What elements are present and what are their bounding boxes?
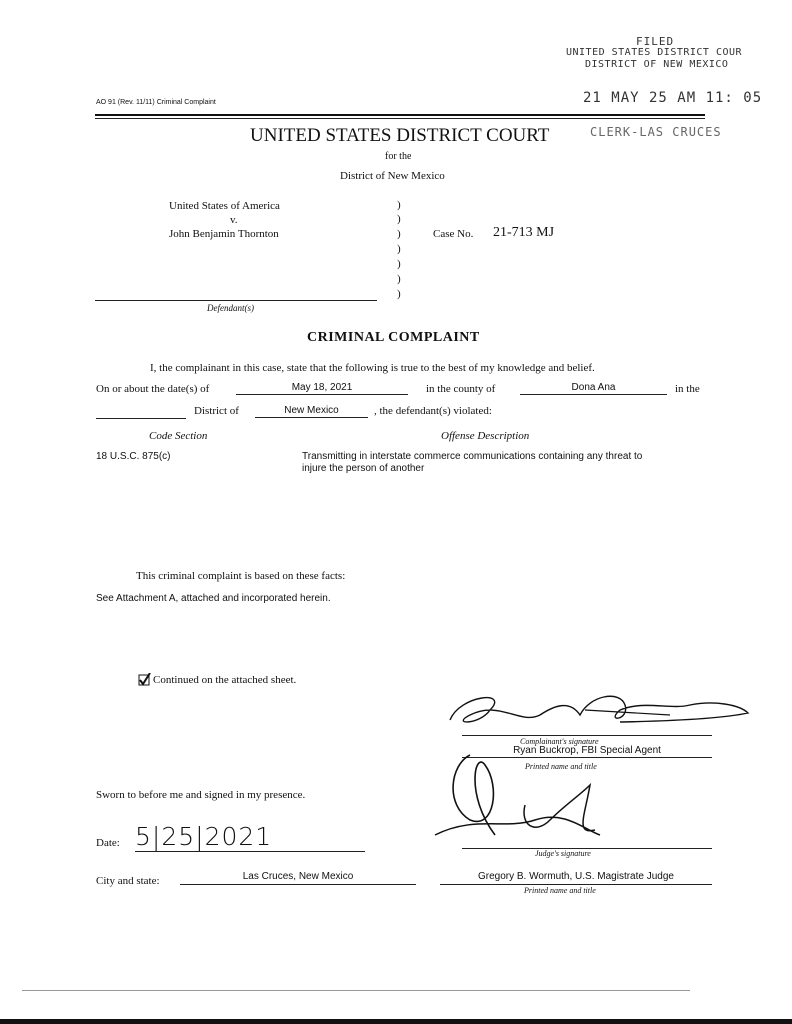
complaint-title: CRIMINAL COMPLAINT (307, 330, 480, 345)
form-id: AO 91 (Rev. 11/11) Criminal Complaint (96, 99, 216, 106)
caption-paren: ) (397, 228, 401, 240)
printed-name-label-1: Printed name and title (525, 762, 597, 771)
facts-label: This criminal complaint is based on these facts: (136, 570, 346, 582)
filed-stamp-district: DISTRICT OF NEW MEXICO (585, 59, 729, 70)
offense-description-line-1: Transmitting in interstate commerce communications containing any threat to (302, 451, 643, 462)
caption-paren: ) (397, 243, 401, 255)
case-number: 21-713 MJ (493, 225, 555, 240)
header-rule-thick (95, 114, 705, 116)
filed-stamp-datetime: 21 MAY 25 AM 11: 05 (583, 90, 763, 106)
signed-date: 5|25|2021 (135, 822, 365, 852)
caption-paren: ) (397, 213, 401, 225)
defendant-line (95, 300, 377, 301)
complainant-signature-label: Complainant's signature (520, 737, 599, 746)
judge-signature (415, 735, 615, 865)
caption-paren: ) (397, 199, 401, 211)
judge-name: Gregory B. Wormuth, U.S. Magistrate Judge (440, 871, 712, 885)
versus: v. (230, 214, 238, 226)
county-field: Dona Ana (520, 382, 667, 395)
date-prefix: On or about the date(s) of (96, 383, 210, 395)
judge-signature-label: Judge's signature (535, 849, 591, 858)
checkbox-checked-icon (138, 673, 151, 686)
complainant-name: Ryan Buckrop, FBI Special Agent (462, 745, 712, 758)
in-the: in the (675, 383, 700, 395)
code-section-header: Code Section (149, 430, 208, 442)
filed-stamp-court: UNITED STATES DISTRICT COUR (566, 47, 743, 58)
filed-stamp-label: FILED (636, 35, 675, 48)
county-prefix: in the county of (426, 383, 496, 395)
offense-description-line-2: injure the person of another (302, 463, 425, 474)
sworn-statement: Sworn to before me and signed in my presence. (96, 789, 306, 801)
complainant-signature (430, 685, 760, 735)
intro-statement: I, the complainant in this case, state that the following is true to the best of my knowledge and belief. (150, 362, 595, 374)
header-rule-thin (95, 118, 705, 119)
caption-paren: ) (397, 288, 401, 300)
continued-label: Continued on the attached sheet. (153, 674, 297, 686)
filed-stamp-clerk: CLERK-LAS CRUCES (590, 125, 722, 139)
facts-text: See Attachment A, attached and incorporated herein. (96, 593, 331, 604)
district-blank-line (96, 418, 186, 419)
footer-rule (22, 990, 690, 991)
for-the: for the (385, 151, 412, 162)
bottom-scan-edge (0, 1019, 792, 1024)
code-section: 18 U.S.C. 875(c) (96, 451, 171, 462)
plaintiff-name: United States of America (169, 200, 280, 212)
date-label: Date: (96, 837, 120, 849)
caption-paren: ) (397, 273, 401, 285)
court-title: UNITED STATES DISTRICT COURT (250, 125, 550, 146)
district-heading: District of New Mexico (340, 170, 445, 182)
city-state-label: City and state: (96, 875, 160, 887)
printed-name-label-2: Printed name and title (524, 886, 596, 895)
case-label: Case No. (433, 228, 474, 240)
district-field: New Mexico (255, 405, 368, 418)
violated-suffix: , the defendant(s) violated: (374, 405, 492, 417)
offense-description-header: Offense Description (441, 430, 530, 442)
city-state-field: Las Cruces, New Mexico (180, 871, 416, 885)
defendant-name: John Benjamin Thornton (169, 228, 279, 240)
caption-paren: ) (397, 258, 401, 270)
offense-date-field: May 18, 2021 (236, 382, 408, 395)
defendant-label: Defendant(s) (207, 303, 254, 313)
district-prefix: District of (194, 405, 239, 417)
